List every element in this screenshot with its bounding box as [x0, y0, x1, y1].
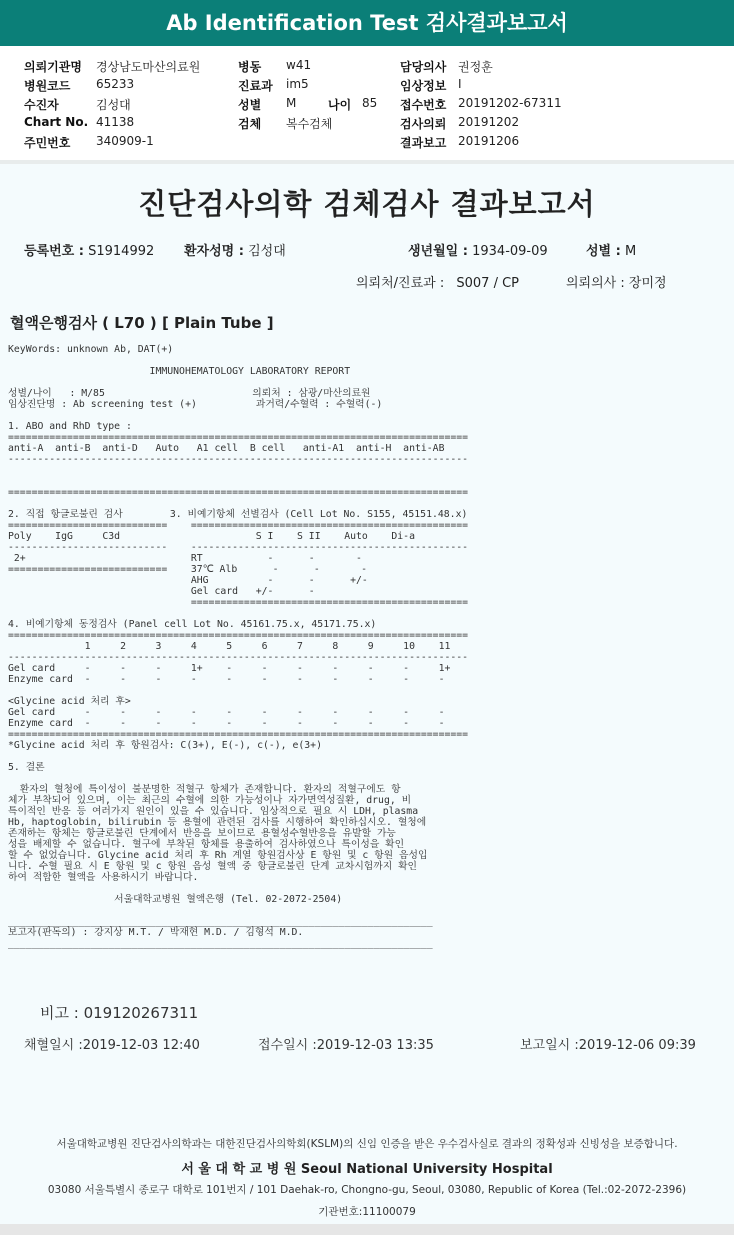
lab-report — [0, 164, 734, 1224]
report-line: 1. ABO and RhD type : — [8, 421, 132, 432]
report-line: 존재하는 항체는 항글로불린 단계에서 반응을 보이므로 용혈성수혈반응을 유발할 가능 — [8, 828, 396, 839]
report-body-text — [8, 344, 468, 949]
report-line: ------------------------------------------------------------------------------ — [8, 454, 469, 465]
dept-label: 진료과 — [238, 79, 273, 93]
reg-no-label: 등록번호 : — [24, 244, 84, 259]
dob-value: 1934-09-09 — [472, 244, 548, 259]
report-line: <Glycine acid 처리 후> — [8, 696, 131, 707]
patient-field — [184, 240, 286, 259]
report-line: ________________________________________________________________________ — [8, 938, 433, 949]
report-line: 환자의 혈청에 특이성이 불분명한 적혈구 항체가 존재합니다. 환자의 적혈구에도 항 — [8, 784, 401, 795]
report-line: 성을 배제할 수 없습니다. 혈구에 부착된 항체를 용출하여 검사하였으나 특이성을 확인 — [8, 839, 405, 850]
physician-value: 장미정 — [628, 276, 667, 291]
report-sex-value: M — [624, 244, 637, 259]
note-label: 비고 : — [40, 1004, 79, 1022]
app-title: Ab Identification Test 검사결과보고서 — [166, 11, 568, 35]
bottom-band — [0, 1224, 734, 1235]
chart-value: 41138 — [96, 115, 135, 129]
report-line: =========================== =============================================== — [8, 520, 469, 531]
hospital-name: 서 울 대 학 교 병 원 Seoul National University Hospital — [181, 1162, 553, 1177]
report-line: =============================================== — [8, 597, 469, 608]
receipt-no-label: 접수번호 — [400, 98, 447, 112]
hospital-address: 03080 서울특별시 종로구 대학로 101번지 / 101 Daehak-ro, Chongno-gu, Seoul, 03080, Republic of Korea (Tel.:02-2072-2396) — [47, 1184, 687, 1196]
sex-label: 성별 — [238, 98, 262, 112]
report-line: 1 2 3 4 5 6 7 8 9 10 11 — [8, 641, 451, 652]
request-date-label: 검사의뢰 — [400, 117, 447, 131]
dept-value: im5 — [286, 77, 309, 91]
report-date-value: 20191206 — [458, 134, 520, 148]
report-line: Poly IgG C3d S I S II Auto Di-a — [8, 531, 415, 542]
physician-label: 의뢰의사 : — [566, 276, 625, 291]
patient-value: 김성대 — [248, 244, 286, 259]
report-line: ________________________________________________________________________ — [8, 916, 433, 927]
report-sex-field — [586, 240, 636, 259]
report-line: 특이적인 반응 등 여러가지 원인이 있을 수 있습니다. 임상적으로 필요 시 LDH, plasma — [8, 806, 419, 817]
collect-value: 2019-12-03 12:40 — [82, 1038, 200, 1053]
rrn-label: 주민번호 — [24, 136, 71, 150]
age-value: 85 — [362, 96, 378, 110]
report-line: 성별/나이 : M/85 의뢰처 : 삼광/마산의료원 — [8, 388, 371, 399]
clinical-label: 임상정보 — [400, 79, 447, 93]
report-line: =========================== 37℃ Alb - - - — [8, 564, 367, 575]
report-line: 4. 비예기항체 동정검사 (Panel cell Lot No. 45161.75.x, 45171.75.x) — [8, 619, 377, 630]
specimen-label: 검체 — [238, 117, 262, 131]
receive-time — [258, 1034, 434, 1053]
report-line: Enzyme card - - - - - - - - - - - — [8, 718, 445, 729]
dob-field — [408, 240, 548, 259]
report-line: 2. 직접 항글로불린 검사 3. 비예기항체 선별검사 (Cell Lot No. S155, 45151.48.x) — [8, 509, 468, 520]
report-line: 니다. 수혈 필요 시 E 항원 및 c 항원 음성 혈액 중 항글로불린 단계 교차시험까지 확인 — [8, 861, 418, 872]
receiver-label: 수진자 — [24, 98, 59, 112]
report-line: AHG - - +/- — [8, 575, 368, 586]
ward-label: 병동 — [238, 60, 262, 74]
report-time-value: 2019-12-06 09:39 — [578, 1038, 696, 1053]
collect-label: 채혈일시 : — [24, 1038, 83, 1053]
report-line: Gel card - - - 1+ - - - - - - 1+ — [8, 663, 451, 674]
request-info-panel — [0, 48, 734, 154]
report-line: anti-A anti-B anti-D Auto A1 cell B cell anti-A1 anti-H anti-AB — [8, 443, 445, 454]
report-line: 할 수 없었습니다. Glycine acid 처리 후 Rh 계열 항원검사상 E 항원 및 c 항원 음성입 — [8, 850, 428, 861]
report-line: *Glycine acid 처리 후 항원검사: C(3+), E(-), c(-), e(3+) — [8, 740, 322, 751]
report-dept-label: 의뢰처/진료과 : — [356, 276, 445, 291]
report-line: --------------------------- ----------------------------------------------- — [8, 542, 469, 553]
report-dept-value: S007 / CP — [456, 276, 520, 291]
clinical-value: I — [458, 77, 462, 91]
report-time — [520, 1034, 696, 1053]
report-line: ------------------------------------------------------------------------------ — [8, 652, 469, 663]
document-title: 진단검사의학 검체검사 결과보고서 — [138, 187, 596, 221]
hospital-value: 경상남도마산의료원 — [96, 60, 201, 74]
report-line: 5. 결론 — [8, 762, 45, 773]
report-title-bar — [0, 0, 734, 46]
doctor-label: 담당의사 — [400, 60, 447, 74]
receive-label: 접수일시 : — [258, 1038, 317, 1053]
request-date-value: 20191202 — [458, 115, 520, 129]
chart-label: Chart No. — [24, 115, 89, 129]
report-line: ============================================================================== — [8, 630, 469, 641]
code-label: 병원코드 — [24, 79, 71, 93]
ward-value: w41 — [286, 58, 312, 72]
reg-no-value: S1914992 — [88, 244, 155, 259]
report-sex-label: 성별 : — [586, 244, 621, 259]
receive-value: 2019-12-03 13:35 — [316, 1038, 434, 1053]
report-line: 보고자(판독의) : 강지상 M.T. / 박재현 M.D. / 김형석 M.D. — [8, 927, 304, 938]
report-line: Gel card - - - - - - - - - - - — [8, 707, 445, 718]
sex-value: M — [286, 96, 297, 110]
institution-number: 기관번호:11100079 — [318, 1206, 416, 1218]
rrn-value: 340909-1 — [96, 134, 154, 148]
dob-label: 생년월일 : — [408, 244, 468, 259]
report-time-label: 보고일시 : — [520, 1038, 579, 1053]
report-line: 하여 적합한 혈액을 사용하시기 바랍니다. — [8, 872, 199, 883]
collect-time — [24, 1034, 200, 1053]
report-line: 2+ RT - - - — [8, 553, 362, 564]
report-line: ============================================================================== — [8, 729, 469, 740]
dept-field — [356, 272, 519, 291]
test-section-title: 혈액은행검사 ( L70 ) [ Plain Tube ] — [10, 314, 274, 332]
note-value: 019120267311 — [83, 1004, 199, 1022]
code-value: 65233 — [96, 77, 135, 91]
certification-text: 서울대학교병원 진단검사의학과는 대한진단검사의학회(KSLM)의 신임 인증을 받은 우수검사실로 결과의 정확성과 신빙성을 보증합니다. — [56, 1138, 678, 1150]
physician-field — [566, 272, 667, 291]
report-line: 임상진단명 : Ab screening test (+) 과거력/수혈력 : 수혈력(-) — [8, 399, 383, 410]
report-line: 체가 부착되어 있으며, 이는 최근의 수혈에 의한 가능성이나 자가면역성질환, drug, 비 — [8, 795, 412, 806]
report-line: ============================================================================== — [8, 487, 469, 498]
report-line: KeyWords: unknown Ab, DAT(+) — [8, 344, 174, 355]
report-line: ============================================================================== — [8, 432, 469, 443]
report-line: 서울대학교병원 혈액은행 (Tel. 02-2072-2504) — [8, 894, 343, 905]
report-line: Gel card +/- - — [8, 586, 315, 597]
hospital-label: 의뢰기관명 — [24, 60, 82, 74]
receipt-no-value: 20191202-67311 — [458, 96, 562, 110]
receiver-value: 김성대 — [96, 98, 131, 112]
report-line: IMMUNOHEMATOLOGY LABORATORY REPORT — [8, 366, 351, 377]
report-line: Enzyme card - - - - - - - - - - - — [8, 674, 445, 685]
doctor-value: 권정훈 — [458, 60, 493, 74]
specimen-value: 복수검체 — [286, 117, 333, 131]
report-date-label: 결과보고 — [400, 136, 447, 150]
age-label: 나이 — [328, 98, 352, 112]
report-line: Hb, haptoglobin, bilirubin 등 용혈에 관련된 검사를 시행하여 확인하십시오. 혈청에 — [8, 817, 427, 828]
reg-no-field — [24, 240, 154, 259]
patient-label: 환자성명 : — [184, 244, 244, 259]
note-field — [40, 1002, 198, 1023]
